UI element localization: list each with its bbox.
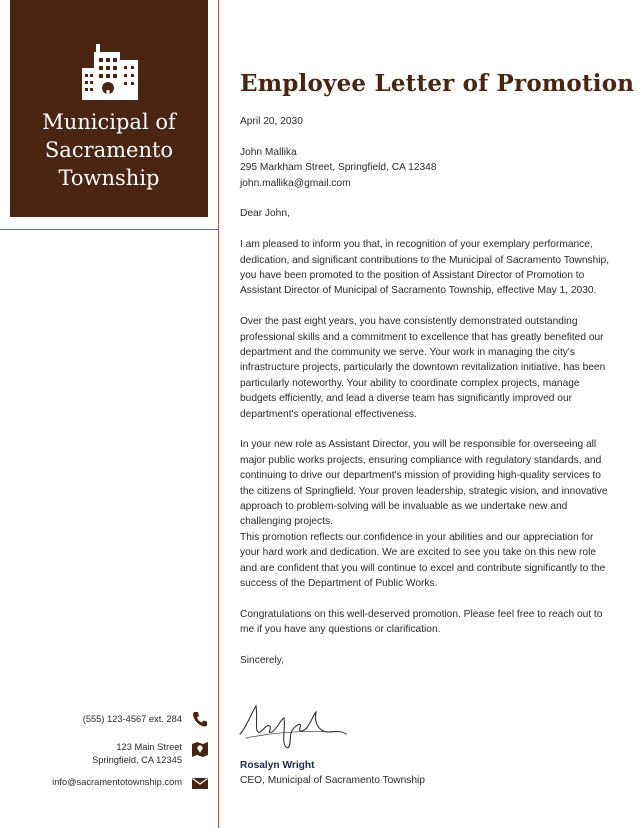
building-icon <box>78 38 142 102</box>
phone-icon <box>191 710 209 728</box>
recipient-name: John Mallika <box>240 146 297 158</box>
recipient-email[interactable]: john.mallika@gmail.com <box>240 177 351 189</box>
address-line: Springfield, CA 12345 <box>92 754 182 765</box>
organization-name-line: Sacramento <box>44 138 174 162</box>
map-icon <box>191 740 209 758</box>
signature-image <box>236 698 356 754</box>
organization-name-line: Township <box>58 166 160 190</box>
mail-icon <box>191 774 209 792</box>
signer-title: CEO, Municipal of Sacramento Township <box>240 775 425 786</box>
horizontal-divider <box>0 229 218 230</box>
body-paragraph: Congratulations on this well-deserved promotion. Please feel free to reach out to me if you have any questions or clarification. <box>240 608 603 636</box>
vertical-divider <box>218 0 219 828</box>
body-paragraph: In your new role as Assistant Director, you will be responsible for overseeing all major public works projects, ensuring compliance with regulatory standards, and continuing to drive our department's mission of providing high-quality services to the citizens of Springfield. Your proven leadership, strategic vision, and innovative approach to problem-solving will be invaluable as we undertake new and challenging projects. <box>240 439 608 528</box>
letter-date: April 20, 2030 <box>240 116 303 127</box>
salutation: Dear John, <box>240 208 290 220</box>
contact-phone[interactable]: (555) 123-4567 ext. 284 <box>82 714 182 724</box>
signer-name: Rosalyn Wright <box>240 760 315 771</box>
contact-address <box>92 741 182 766</box>
letter-title: Employee Letter of Promotion <box>240 70 635 97</box>
letter-body <box>240 114 610 669</box>
organization-name <box>10 108 208 192</box>
body-paragraph: Over the past eight years, you have consistently demonstrated outstanding professional skills and a commitment to excellence that has greatly benefited our department and the community we serve. Your work in managing the city's infrastructure projects, particularly the downtown revitalization initiative, has been particularly noteworthy. Your ability to coordinate complex projects, manage budgets efficiently, and lead a diverse team has significantly improved our department's operational effectiveness. <box>240 316 606 420</box>
organization-logo-block <box>10 0 208 217</box>
body-paragraph: This promotion reflects our confidence in your abilities and our appreciation for your hard work and dedication. We are excited to see you take on this new role and are confident that you will continue to excel and contribute significantly to the success of the Department of Public Works. <box>240 531 606 590</box>
contact-email[interactable]: info@sacramentotownship.com <box>52 777 182 787</box>
recipient-address: 295 Markham Street, Springfield, CA 12348 <box>240 162 437 174</box>
body-paragraph: I am pleased to inform you that, in recognition of your exemplary performance, dedication, and significant contributions to the Municipal of Sacramento Township, you have been promoted to the position of Assistant Director of Promotion to Assistant Director of Municipal of Sacramento Township, effective May 1, 2030. <box>240 239 610 297</box>
organization-name-line: Municipal of <box>42 110 176 134</box>
closing: Sincerely, <box>240 655 284 667</box>
address-line: 123 Main Street <box>116 742 182 752</box>
